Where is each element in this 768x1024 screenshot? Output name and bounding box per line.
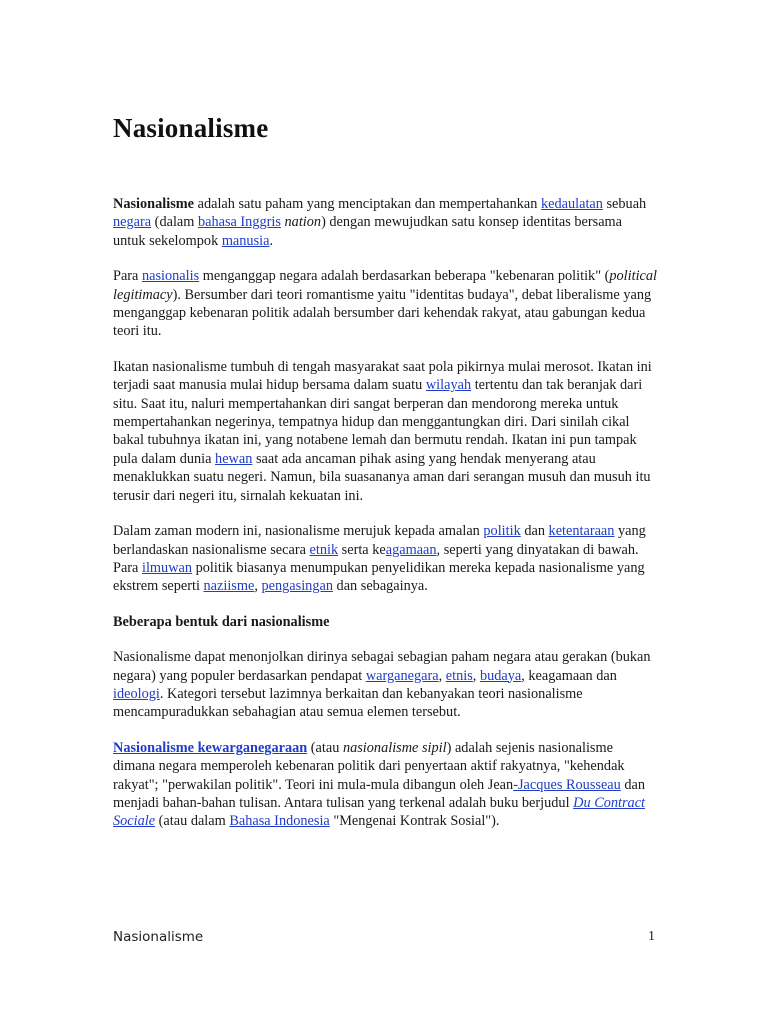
text-span: ). Bersumber dari teori romantisme yaitu "identitas budaya", debat liberalisme yang menganggap kebenaran politik adalah bersumber dari kehendak rakyat, atau gabungan kedua teori itu. [113,286,652,340]
paragraph-kewarganegaraan [113,739,658,831]
term-nation: nation [284,214,322,231]
paragraph-nasionalis [113,267,658,341]
footer-title: Nasionalisme [113,929,204,945]
text-span: . [269,232,274,249]
text-span: menganggap negara adalah berdasarkan beberapa "kebenaran politik" ( [199,268,610,285]
link-bahasa-inggris[interactable]: bahasa Inggris [197,214,281,231]
text-span: Dalam zaman modern ini, nasionalisme merujuk kepada amalan [113,523,484,540]
text-span: (dalam [151,214,198,231]
text-span: . Kategori tersebut lazimnya berkaitan dan kebanyakan teori nasionalisme mencampuradukkan sebahagian atau semua elemen tersebut. [113,685,583,721]
text-span: tertentu dan tak beranjak dari situ. Saat itu, naluri mempertahankan diri sangat berperan dan mendorong mereka untuk mempertahankan negerinya, tempatnya hidup dan menggantungkan diri. Dari sinilah cikal bakal tubuhnya ikatan ini, yang notabene lemah dan bermutu rendah. Ikatan ini pun tampak pula dalam dunia [113,377,643,467]
text-span: sebuah [602,196,647,212]
text-span: saat ada ancaman pihak asing yang hendak menyerang atau menaklukkan suatu negeri. Namun, bila suasananya aman dari serangan musuh dan musuh itu terusir dari negeri itu, sirnalah kekuatan ini. [113,450,651,504]
term-political-legitimacy: political legitimacy [113,268,658,303]
link-pengasingan[interactable]: pengasingan [261,578,333,595]
link-du-contract-sociale-text: Du Contract Sociale [113,794,646,830]
link-etnis[interactable]: etnis [445,667,473,684]
term-nasionalisme-sipil: nasionalisme sipil [342,739,447,756]
link-jacques-rousseau[interactable]: -Jacques Rousseau [513,776,621,793]
paragraph-ikatan [113,358,658,505]
link-ketentaraan[interactable]: ketentaraan [548,523,615,540]
link-etnik[interactable]: etnik [309,541,339,558]
link-negara[interactable]: negara [113,214,152,231]
text-span: "Mengenai Kontrak Sosial"). [329,813,500,830]
section-heading: Beberapa bentuk dari nasionalisme [113,613,330,630]
text-span: dan [520,523,549,540]
text-span: Nasionalisme dapat menonjolkan dirinya sebagai sebagian paham negara atau gerakan (bukan negara) yang populer berdasarkan pendapat [113,649,651,684]
text-span: , [438,667,446,684]
link-bahasa-indonesia[interactable]: Bahasa Indonesia [229,813,330,830]
text-span: serta ke [338,541,386,558]
text-span: ) adalah sejenis nasionalisme dimana negara memperoleh kebenaran politik dari penyertaan aktif rakyatnya, "kehendak rakyat"; "perwakilan politik". Teori ini mula-mula dibangun oleh Jean [113,739,625,793]
text-span: (atau dalam [155,813,230,830]
link-warganegara[interactable]: warganegara [365,667,439,684]
link-ilmuwan[interactable]: ilmuwan [141,559,193,576]
link-politik[interactable]: politik [483,523,521,540]
text-span: politik biasanya menumpukan penyelidikan mereka kepada nasionalisme yang ekstrem seperti [113,559,645,595]
link-wilayah[interactable]: wilayah [425,377,472,394]
link-manusia[interactable]: manusia [221,232,270,249]
link-budaya[interactable]: budaya [479,667,522,684]
text-span: adalah satu paham yang menciptakan dan mempertahankan [194,196,541,212]
paragraph-bentuk [113,648,658,722]
text-span: yang berlandaskan nasionalisme secara [113,523,646,558]
link-ideologi[interactable]: ideologi [113,685,160,702]
text-span: , [254,578,262,595]
page-number: 1 [648,929,655,944]
text-span: Para [113,268,142,285]
paragraph-zaman-modern [113,522,658,596]
text-span: Ikatan nasionalisme tumbuh di tengah masyarakat saat pola pikirnya mulai merosot. Ikatan ini terjadi saat manusia mulai hidup bersama dalam suatu [113,358,652,394]
text-span: ) dengan mewujudkan satu konsep identitas bersama untuk sekelompok [113,214,623,249]
page-title: Nasionalisme [113,113,269,143]
text-span: , seperti yang dinyatakan di bawah. Para [113,541,639,576]
link-hewan[interactable]: hewan [215,450,253,467]
term-nasionalisme: Nasionalisme [113,196,195,212]
paragraph-definition [113,195,658,250]
link-kedaulatan[interactable]: kedaulatan [541,196,603,212]
text-span: dan menjadi bahan-bahan tulisan. Antara tulisan yang terkenal adalah buku berjudul [113,776,646,811]
link-nasionalisme-kewarganegaraan[interactable]: Nasionalisme kewarganegaraan [113,739,308,756]
link-naziisme[interactable]: naziisme [203,578,255,595]
text-span: (atau [307,739,343,756]
text-span: , [472,667,480,684]
text-span: , keagamaan dan [521,667,617,684]
text-span: dan sebagainya. [332,578,428,595]
link-agamaan[interactable]: agamaan [385,541,437,558]
document-body [113,195,658,848]
link-nasionalis[interactable]: nasionalis [141,268,200,285]
